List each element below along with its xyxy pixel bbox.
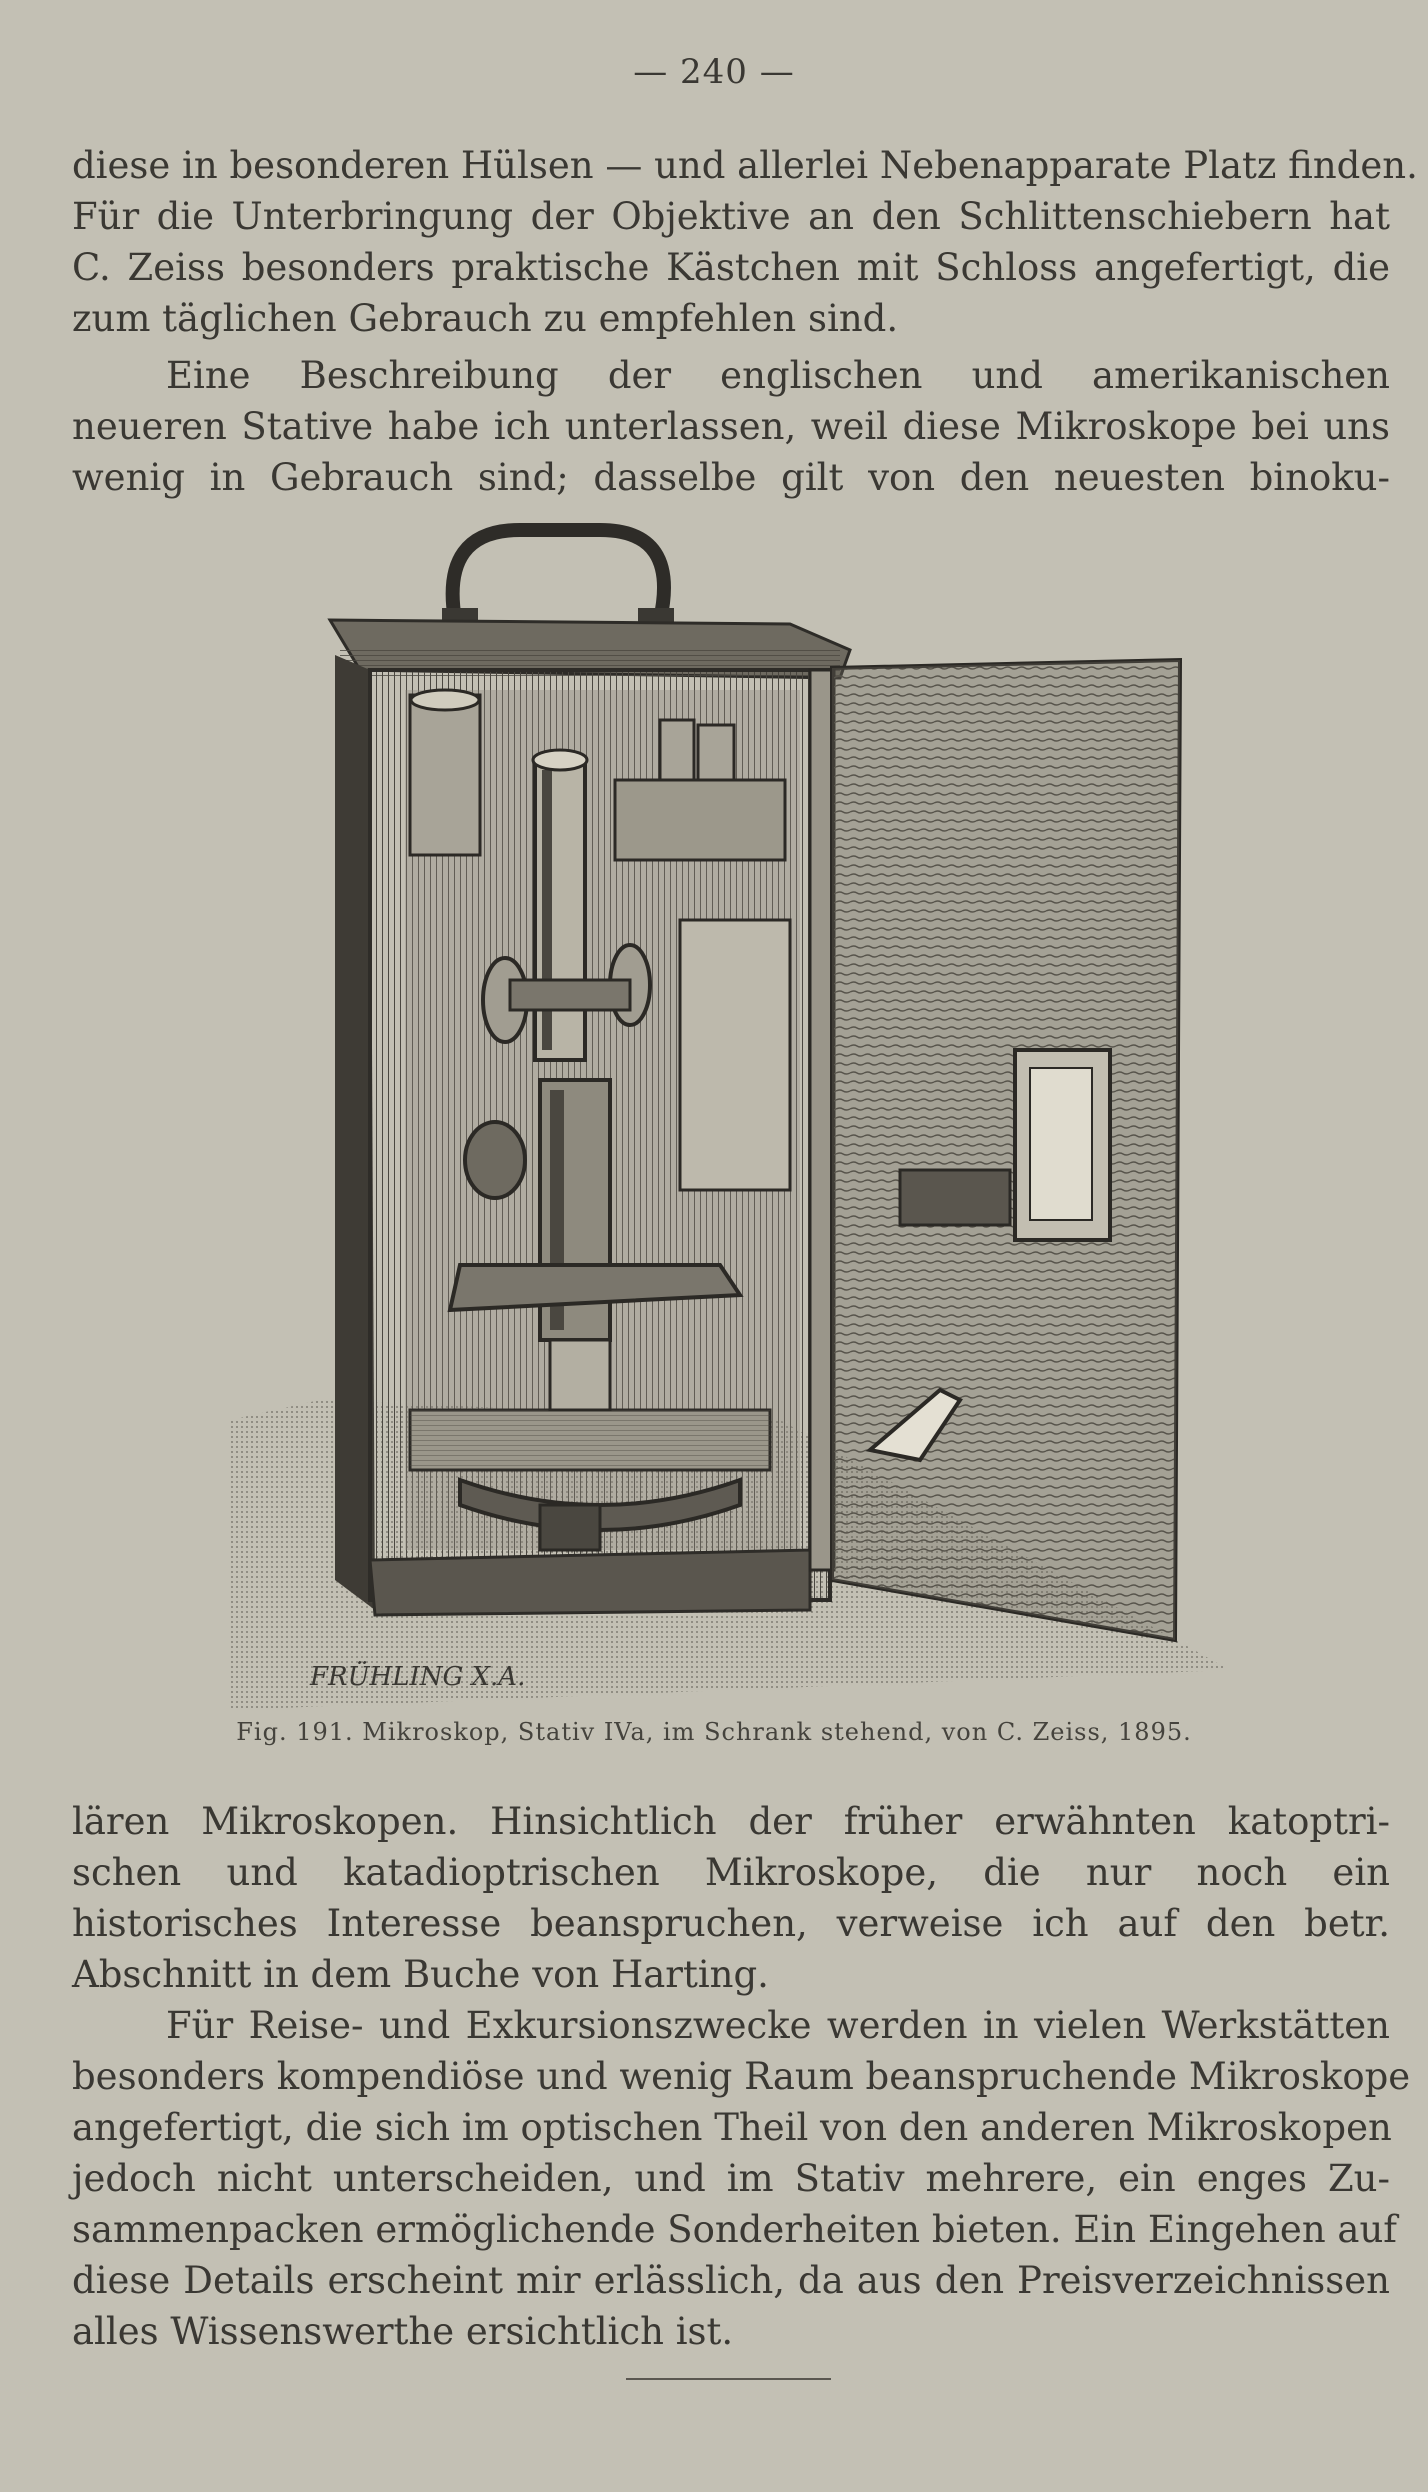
text-line: Für die Unterbringung der Objektive an den Schlittenschiebern hat — [72, 195, 1390, 238]
text-line: alles Wissenswerthe ersichtlich ist. — [72, 2310, 734, 2353]
text-line: diese Details erscheint mir erlässlich, da aus den Preisverzeichnissen — [72, 2259, 1390, 2302]
text-line: jedoch nicht unterscheiden, und im Stativ mehrere, ein enges Zu- — [72, 2157, 1390, 2200]
paragraph-4 — [72, 2000, 1411, 2357]
closing-rule — [626, 2378, 831, 2380]
text-line: zum täglichen Gebrauch zu empfehlen sind. — [72, 297, 899, 340]
microscope-cabinet-illustration — [220, 520, 1240, 1710]
text-line: angefertigt, die sich im optischen Theil von den anderen Mikroskopen — [72, 2106, 1392, 2149]
paragraph-1 — [72, 140, 1418, 344]
handle — [453, 530, 664, 620]
text-line: wenig in Gebrauch sind; dasselbe gilt von den neuesten binoku- — [72, 456, 1390, 499]
paragraph-3 — [72, 1796, 1390, 2000]
text-line: besonders kompendiöse und wenig Raum beanspruchende Mikroskope — [72, 2055, 1411, 2098]
text-line: Abschnitt in dem Buche von Harting. — [72, 1953, 769, 1996]
text-line: diese in besonderen Hülsen — und allerlei Nebenapparate Platz finden. — [72, 144, 1418, 187]
page-number: — 240 — — [633, 52, 795, 92]
text-line: historisches Interesse beanspruchen, verweise ich auf den betr. — [72, 1902, 1390, 1945]
paragraph-2 — [72, 350, 1390, 503]
text-line: schen und katadioptrischen Mikroskope, die nur noch ein — [72, 1851, 1390, 1894]
engraver-signature: FRÜHLING X.A. — [310, 1662, 526, 1692]
text-line: neueren Stative habe ich unterlassen, weil diese Mikroskope bei uns — [72, 405, 1390, 448]
text-line: Eine Beschreibung der englischen und amerikanischen — [166, 354, 1390, 397]
text-line: sammenpacken ermöglichende Sonderheiten bieten. Ein Eingehen auf — [72, 2208, 1397, 2251]
text-line: C. Zeiss besonders praktische Kästchen mit Schloss angefertigt, die — [72, 246, 1390, 289]
text-line: lären Mikroskopen. Hinsichtlich der früher erwähnten katoptri- — [72, 1800, 1390, 1843]
text-line: Für Reise- und Exkursionszwecke werden in vielen Werkstätten — [166, 2004, 1390, 2047]
figure-caption: Fig. 191. Mikroskop, Stativ IVa, im Schrank stehend, von C. Zeiss, 1895. — [236, 1718, 1192, 1746]
